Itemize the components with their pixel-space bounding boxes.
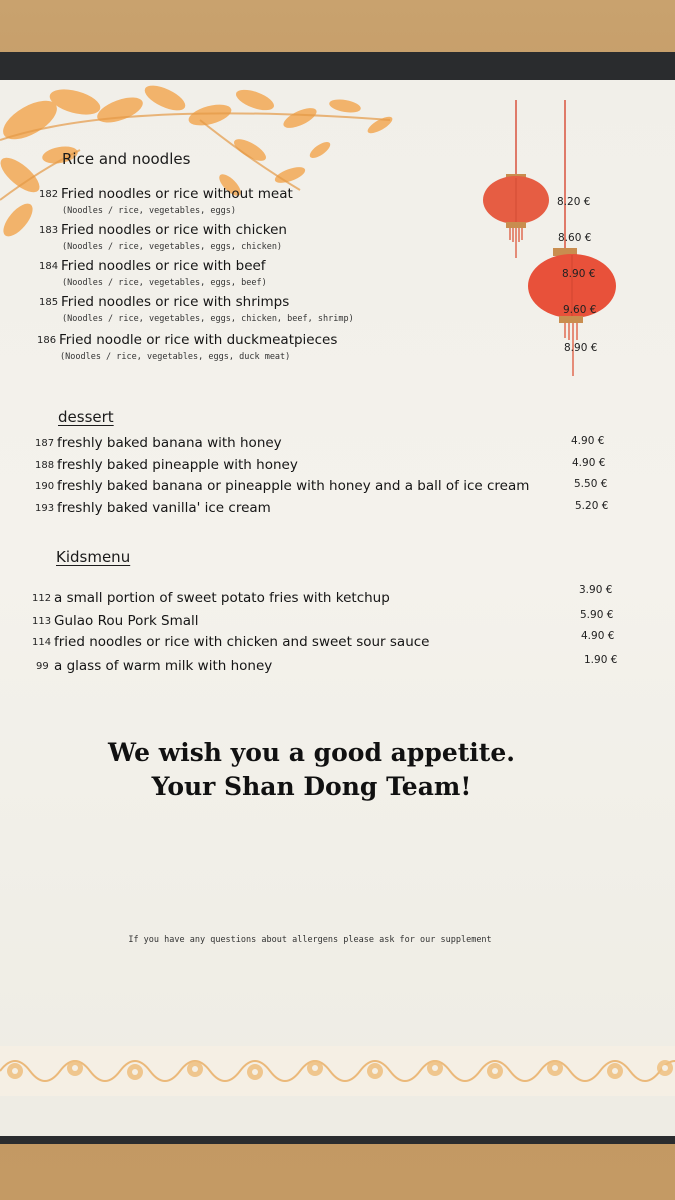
item-price: 9.60 € bbox=[563, 304, 597, 316]
menu-item-186 bbox=[0, 332, 675, 370]
item-name: fried noodles or rice with chicken and sweet sour sauce bbox=[54, 634, 430, 650]
item-price: 5.50 € bbox=[574, 478, 608, 490]
item-name: a glass of warm milk with honey bbox=[54, 658, 273, 674]
menu-item-190 bbox=[0, 478, 675, 500]
item-number: 187 bbox=[35, 438, 55, 449]
item-price: 5.20 € bbox=[575, 500, 609, 512]
menu-item-112 bbox=[0, 584, 675, 612]
item-description: (Noodles / rice, vegetables, eggs, duck meat) bbox=[60, 352, 291, 362]
item-description: (Noodles / rice, vegetables, eggs, chicken) bbox=[62, 242, 283, 252]
item-number: 188 bbox=[35, 460, 55, 471]
item-price: 8.20 € bbox=[557, 196, 591, 208]
menu-item-183 bbox=[0, 222, 675, 260]
item-price: 8.90 € bbox=[564, 342, 598, 354]
item-price: 4.90 € bbox=[572, 457, 606, 469]
item-price: 4.90 € bbox=[571, 435, 605, 447]
menu-item-99 bbox=[0, 654, 675, 680]
closing-line-appetite: We wish you a good appetite. bbox=[108, 738, 515, 767]
item-description: (Noodles / rice, vegetables, eggs, beef) bbox=[62, 278, 267, 288]
item-number: 112 bbox=[32, 593, 52, 604]
item-number: 185 bbox=[39, 297, 59, 308]
item-name: freshly baked pineapple with honey bbox=[57, 457, 298, 473]
item-name: freshly baked banana or pineapple with honey and a ball of ice cream bbox=[57, 478, 530, 494]
menu-item-193 bbox=[0, 500, 675, 522]
item-price: 4.90 € bbox=[581, 630, 615, 642]
item-description: (Noodles / rice, vegetables, eggs, chicken, beef, shrimp) bbox=[62, 314, 354, 324]
item-price: 1.90 € bbox=[584, 654, 618, 666]
menu-item-185 bbox=[0, 294, 675, 332]
item-price: 8.60 € bbox=[558, 232, 592, 244]
item-name: freshly baked vanilla' ice cream bbox=[57, 500, 271, 516]
section-title-dessert: dessert bbox=[58, 408, 114, 426]
item-price: 5.90 € bbox=[580, 609, 614, 621]
menu-item-184 bbox=[0, 258, 675, 296]
item-name: Gulao Rou Pork Small bbox=[54, 613, 199, 629]
ornamental-border-icon bbox=[0, 1046, 675, 1096]
menu-page bbox=[0, 80, 675, 1136]
item-name: Fried noodles or rice without meat bbox=[61, 186, 293, 202]
item-name: Fried noodle or rice with duckmeatpieces bbox=[59, 332, 338, 348]
menu-item-113 bbox=[0, 609, 675, 635]
closing-line-team: Your Shan Dong Team! bbox=[151, 772, 472, 801]
item-price: 8.90 € bbox=[562, 268, 596, 280]
item-name: Fried noodles or rice with chicken bbox=[61, 222, 287, 238]
item-name: freshly baked banana with honey bbox=[57, 435, 282, 451]
item-number: 190 bbox=[35, 481, 55, 492]
allergen-note: If you have any questions about allergens please ask for our supplement bbox=[128, 935, 492, 945]
section-title-kidsmenu: Kidsmenu bbox=[56, 548, 131, 566]
menu-item-187 bbox=[0, 435, 675, 457]
item-number: 113 bbox=[32, 616, 52, 627]
item-name: Fried noodles or rice with beef bbox=[61, 258, 266, 274]
menu-item-114 bbox=[0, 630, 675, 656]
menu-item-188 bbox=[0, 457, 675, 479]
item-number: 114 bbox=[32, 637, 52, 648]
item-description: (Noodles / rice, vegetables, eggs) bbox=[62, 206, 236, 216]
section-title-rice-noodles: Rice and noodles bbox=[62, 150, 191, 168]
item-number: 99 bbox=[36, 661, 49, 672]
item-price: 3.90 € bbox=[579, 584, 613, 596]
item-name: Fried noodles or rice with shrimps bbox=[61, 294, 290, 310]
item-name: a small portion of sweet potato fries with ketchup bbox=[54, 590, 390, 606]
item-number: 186 bbox=[37, 335, 57, 346]
item-number: 183 bbox=[39, 225, 59, 236]
item-number: 184 bbox=[39, 261, 59, 272]
menu-item-182 bbox=[0, 186, 675, 224]
item-number: 182 bbox=[39, 189, 59, 200]
item-number: 193 bbox=[35, 503, 55, 514]
